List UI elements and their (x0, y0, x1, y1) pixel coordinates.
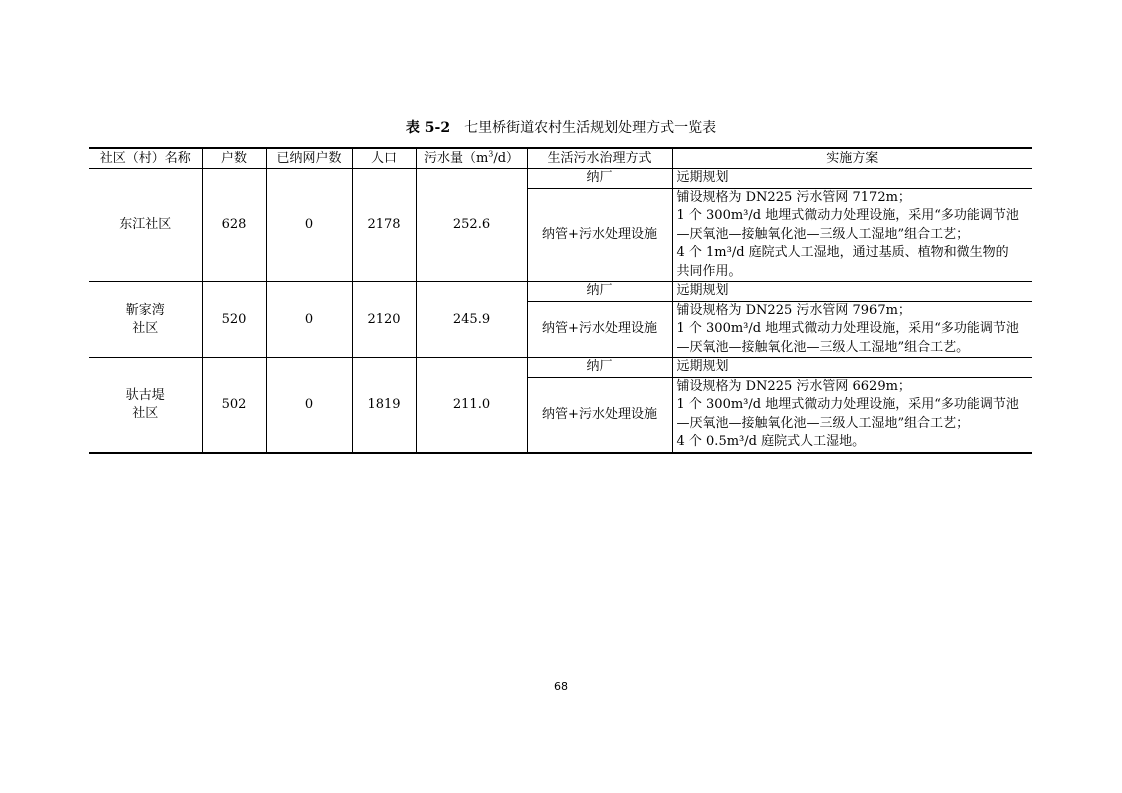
cell-plan: 远期规划 (672, 358, 1032, 378)
table-caption (0, 118, 1122, 138)
header-households: 户数 (202, 148, 266, 169)
cell-method: 纳厂 (527, 358, 672, 378)
cell-households: 628 (202, 169, 266, 282)
cell-method: 纳管+污水处理设施 (527, 188, 672, 282)
cell-sewage: 252.6 (416, 169, 527, 282)
header-row (89, 148, 1032, 169)
header-population: 人口 (352, 148, 416, 169)
table-row (89, 169, 1032, 189)
cell-community: 驮古堤 社区 (89, 358, 202, 453)
cell-community: 东江社区 (89, 169, 202, 282)
header-community: 社区（村）名称 (89, 148, 202, 169)
cell-plan: 铺设规格为 DN225 污水管网 6629m； 1 个 300m³/d 地埋式微动力处理设施，采用“多功能调节池 —厌氧池—接触氧化池—三级人工湿地”组合工艺； 4 个 0.5m³/d 庭院式人工湿地。 (672, 377, 1032, 453)
cell-population: 1819 (352, 358, 416, 453)
cell-population: 2120 (352, 282, 416, 358)
cell-plan: 远期规划 (672, 169, 1032, 189)
cell-plan: 远期规划 (672, 282, 1032, 302)
cell-plan: 铺设规格为 DN225 污水管网 7967m； 1 个 300m³/d 地埋式微动力处理设施，采用“多功能调节池 —厌氧池—接触氧化池—三级人工湿地”组合工艺。 (672, 301, 1032, 358)
page-number: 68 (554, 680, 568, 693)
cell-connected: 0 (266, 282, 352, 358)
cell-community: 靳家湾 社区 (89, 282, 202, 358)
cell-population: 2178 (352, 169, 416, 282)
cell-sewage: 245.9 (416, 282, 527, 358)
table-row (89, 358, 1032, 378)
cell-method: 纳厂 (527, 282, 672, 302)
cell-plan: 铺设规格为 DN225 污水管网 7172m； 1 个 300m³/d 地埋式微动力处理设施，采用“多功能调节池 —厌氧池—接触氧化池—三级人工湿地”组合工艺； 4 个 1m³/d 庭院式人工湿地，通过基质、植物和微生物的 共同作用。 (672, 188, 1032, 282)
header-method: 生活污水治理方式 (527, 148, 672, 169)
cell-method: 纳管+污水处理设施 (527, 301, 672, 358)
header-connected: 已纳网户数 (266, 148, 352, 169)
table-title: 七里桥街道农村生活规划处理方式一览表 (464, 120, 717, 136)
header-sewage: 污水量$(m^3/d)$ (416, 148, 527, 169)
cell-connected: 0 (266, 358, 352, 453)
table-number: 表 5-2 (405, 120, 451, 136)
cell-method: 纳厂 (527, 169, 672, 189)
cell-method: 纳管+污水处理设施 (527, 377, 672, 453)
cell-connected: 0 (266, 169, 352, 282)
cell-sewage: 211.0 (416, 358, 527, 453)
header-plan: 实施方案 (672, 148, 1032, 169)
cell-households: 520 (202, 282, 266, 358)
treatment-table (89, 147, 1032, 454)
cell-households: 502 (202, 358, 266, 453)
table-row (89, 282, 1032, 302)
